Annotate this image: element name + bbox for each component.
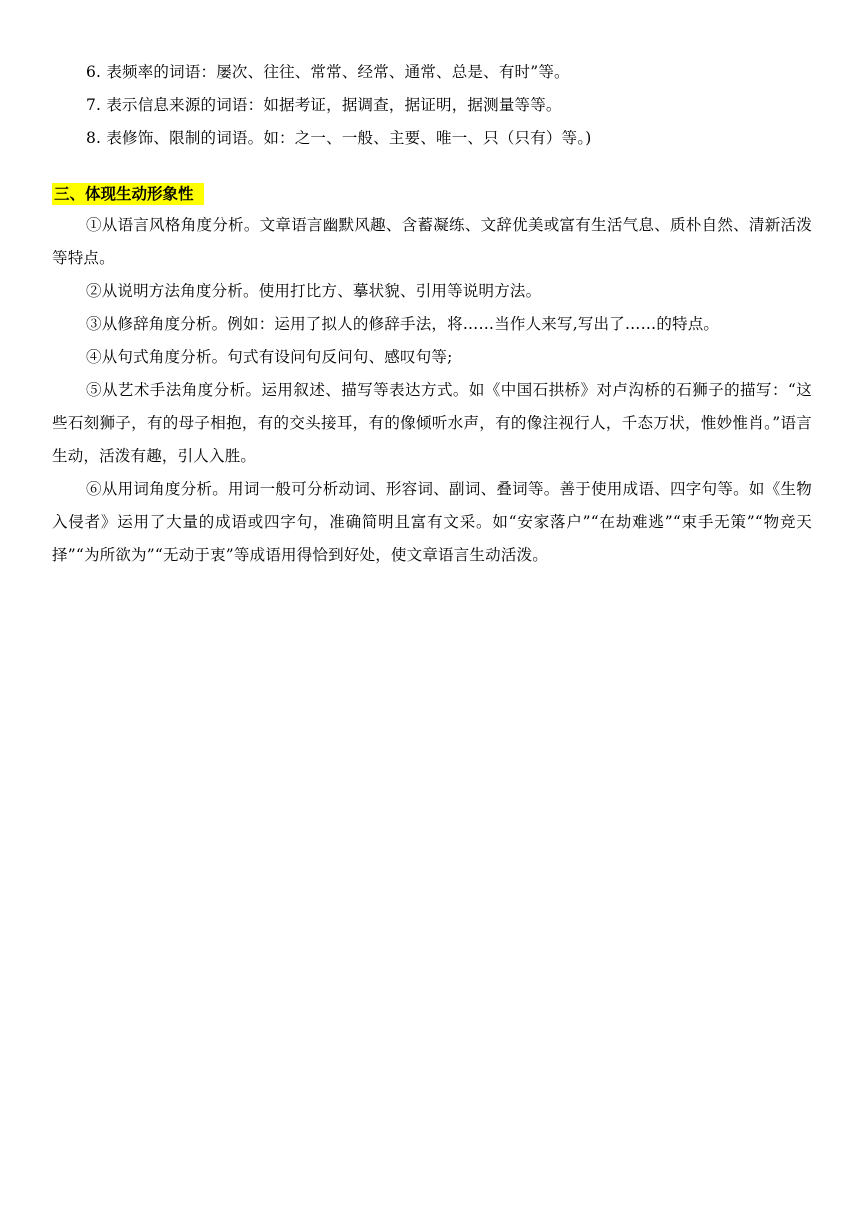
paragraph-explanation-method: ②从说明方法角度分析。使用打比方、摹状貌、引用等说明方法。 xyxy=(86,282,542,300)
paragraph-sentence-pattern: ④从句式角度分析。句式有设问句反问句、感叹句等; xyxy=(86,348,453,366)
list-item-8: 8. 表修饰、限制的词语。如：之一、一般、主要、唯一、只（只有）等。) xyxy=(86,129,592,147)
section-heading: 三、体现生动形象性 xyxy=(52,183,204,205)
list-item-6: 6. 表频率的词语：屡次、往往、常常、经常、通常、总是、有时”等。 xyxy=(86,63,570,81)
document-page xyxy=(52,56,812,572)
paragraph-rhetoric: ③从修辞角度分析。例如：运用了拟人的修辞手法，将……当作人来写,写出了……的特点。 xyxy=(86,315,720,333)
list-item-7: 7. 表示信息来源的词语：如据考证，据调查，据证明，据测量等等。 xyxy=(86,96,562,114)
section-spacer xyxy=(52,155,812,179)
paragraph-artistic-technique: ⑤从艺术手法角度分析。运用叙述、描写等表达方式。如《中国石拱桥》对卢沟桥的石狮子的描写：“这些石刻狮子，有的母子相抱，有的交头接耳，有的像倾听水声，有的像注视行人，千态万状，惟妙惟肖。”语言生动，活泼有趣，引人入胜。 xyxy=(52,381,812,465)
paragraph-word-choice: ⑥从用词角度分析。用词一般可分析动词、形容词、副词、叠词等。善于使用成语、四字句等。如《生物入侵者》运用了大量的成语或四字句，准确简明且富有文采。如“安家落户”“在劫难逃”“束手无策”“物竞天择”“为所欲为”“无动于衷”等成语用得恰到好处，使文章语言生动活泼。 xyxy=(52,480,812,564)
paragraph-language-style: ①从语言风格角度分析。文章语言幽默风趣、含蓄凝练、文辞优美或富有生活气息、质朴自然、清新活泼等特点。 xyxy=(52,216,812,267)
